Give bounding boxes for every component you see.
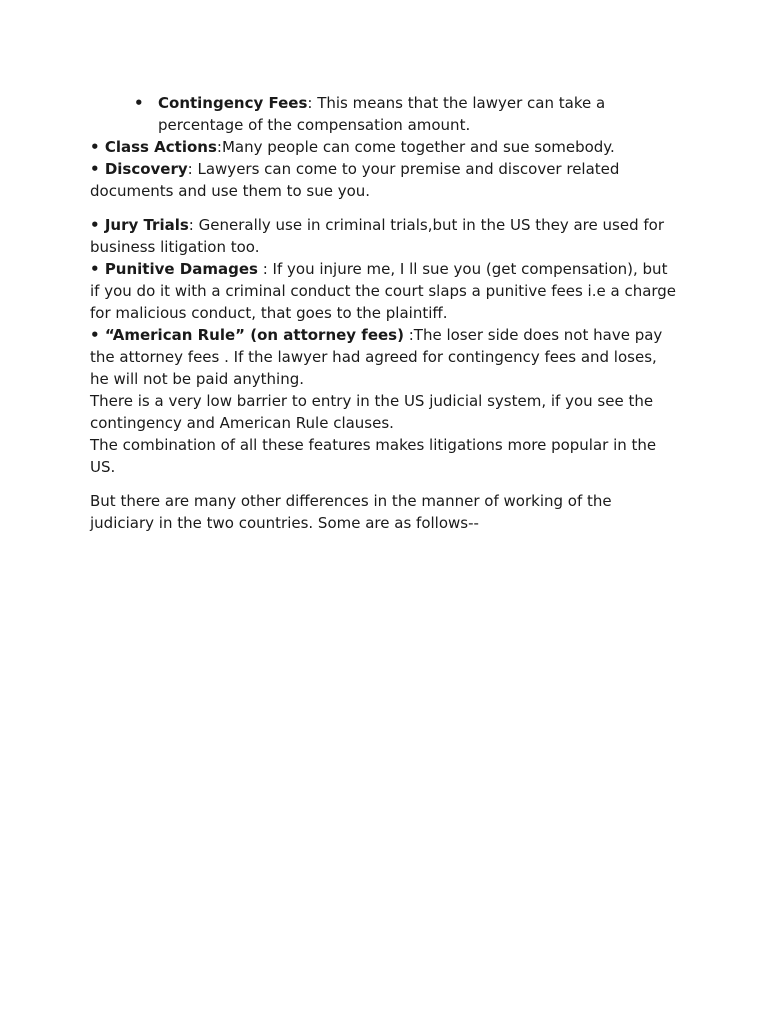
list-item-contingency-fees — [90, 92, 680, 136]
paragraph-low-barrier: There is a very low barrier to entry in the US judicial system, if you see the contingency and American Rule clauses. — [90, 392, 654, 432]
definition-punitive-damages: : If you injure me, I ll sue you (get compensation), but if you do it with a criminal conduct the court slaps a punitive fees i.e a charge for malicious conduct, that goes to the plaintiff. — [90, 260, 677, 322]
term-jury-trials: Jury Trials — [104, 216, 189, 234]
document-body — [90, 92, 680, 534]
term-discovery: Discovery — [104, 160, 188, 178]
definition-american-rule: :The loser side does not have pay the attorney fees . If the lawyer had agreed for contingency fees and loses, he will not be paid anything. — [90, 326, 663, 388]
list-item-discovery — [90, 158, 680, 202]
list-item-jury-trials — [90, 214, 680, 258]
spacer — [90, 202, 680, 214]
paragraph-differences: But there are many other differences in the manner of working of the judiciary in the two countries. Some are as follows-- — [90, 492, 612, 532]
list-item-american-rule — [90, 324, 680, 390]
definition-class-actions: :Many people can come together and sue somebody. — [216, 138, 615, 156]
term-punitive-damages: Punitive Damages — [104, 260, 258, 278]
bullet: • — [90, 260, 105, 278]
definition-discovery: : Lawyers can come to your premise and discover related documents and use them to sue you. — [90, 160, 620, 200]
list-item-class-actions — [90, 136, 680, 158]
paragraph-combination: The combination of all these features makes litigations more popular in the US. — [90, 436, 657, 476]
bullet: • — [90, 326, 105, 344]
bullet: • — [90, 216, 105, 234]
term-class-actions: Class Actions — [104, 138, 217, 156]
term-contingency-fees: Contingency Fees — [158, 94, 308, 112]
bullet: • — [90, 160, 105, 178]
list-item-punitive-damages — [90, 258, 680, 324]
term-american-rule: “American Rule” (on attorney fees) — [104, 326, 404, 344]
bullet: • — [90, 138, 105, 156]
bullet: • — [134, 94, 144, 112]
definition-contingency-fees: : This means that the lawyer can take a percentage of the compensation amount. — [158, 94, 606, 134]
spacer — [90, 478, 680, 490]
definition-jury-trials: : Generally use in criminal trials,but in the US they are used for business litigation too. — [90, 216, 664, 256]
